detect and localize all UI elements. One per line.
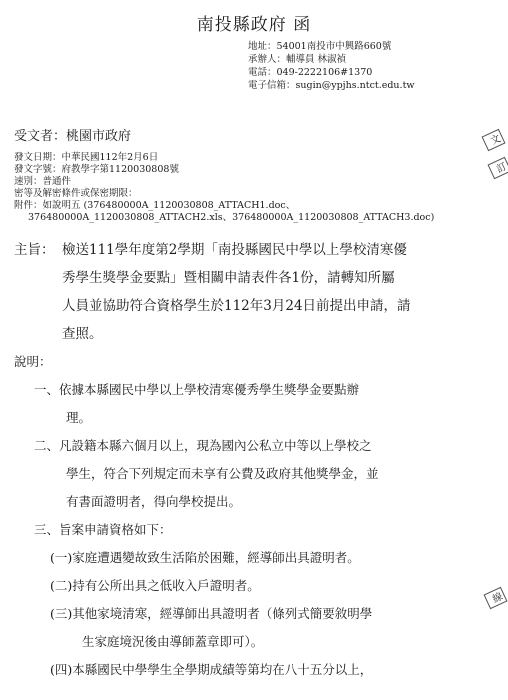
sub-item-4: (四)本縣國民中學學生全學期成績等第均在八十五分以上，	[50, 662, 373, 677]
security-level: 密等及解密條件或保密期限：	[14, 188, 138, 199]
item2-line3: 有書面證明者，得向學校提出。	[66, 494, 242, 509]
subject-line-2: 秀學生獎學金要點」暨相關申請表件各1份，請轉知所屬	[62, 270, 395, 286]
item2-line1: 二、凡設籍本縣六個月以上，現為國內公私立中等以上學校之	[34, 438, 372, 453]
subject-line-1: 檢送111學年度第2學期「南投縣國民中學以上學校清寒優	[62, 242, 407, 258]
subject-line-4: 查照。	[62, 326, 103, 342]
explanation-label: 說明：	[14, 354, 52, 369]
item2-line2: 學生，符合下列規定而未享有公費及政府其他獎學金，並	[66, 466, 379, 481]
recipient: 受文者：桃園市政府	[14, 129, 132, 144]
attachment-line1: 附件：如說明五 (376480000A_1120030808_ATTACH1.doc、	[14, 200, 296, 211]
sub-item-3-line1: (三)其他家境清寒，經導師出具證明者（條列式簡要敘明學	[50, 606, 373, 621]
document-title: 南投縣政府 函	[196, 15, 312, 35]
doc-number: 發文字號：府教學字第1120030808號	[14, 164, 179, 175]
binding-stamp-bottom: 線	[484, 587, 508, 610]
subject-label: 主旨：	[14, 242, 55, 258]
attachment-line2: 376480000A_1120030808_ATTACH2.xls、376480000A_1120030808_ATTACH3.doc)	[28, 212, 435, 223]
sub-item-1: (一)家庭遭遇變故致生活陷於困難，經導師出具證明者。	[50, 550, 360, 565]
binding-stamp-middle: 訂	[488, 157, 508, 180]
address: 地址：54001南投市中興路660號	[248, 41, 392, 52]
subject-line-3: 人員並協助符合資格學生於112年3月24日前提出申請，請	[62, 298, 411, 314]
item1-line1: 一、依據本縣國民中學以上學校清寒優秀學生獎學金要點辦	[34, 382, 360, 397]
speed: 速別：普通件	[14, 176, 72, 187]
sub-item-3-line2: 生家庭境況後由導師蓋章即可）。	[82, 634, 264, 649]
issue-date: 發文日期：中華民國112年2月6日	[14, 152, 159, 163]
binding-stamp-top: 文	[482, 129, 506, 152]
item3: 三、旨案申請資格如下：	[34, 522, 172, 537]
item1-line2: 理。	[66, 410, 92, 425]
handler: 承辦人：輔導員 林淑禎	[248, 54, 347, 65]
sub-item-2: (二)持有公所出具之低收入戶證明者。	[50, 578, 260, 593]
email: 電子信箱：sugin@ypjhs.ntct.edu.tw	[248, 80, 415, 91]
phone: 電話：049-2222106#1370	[248, 67, 373, 78]
